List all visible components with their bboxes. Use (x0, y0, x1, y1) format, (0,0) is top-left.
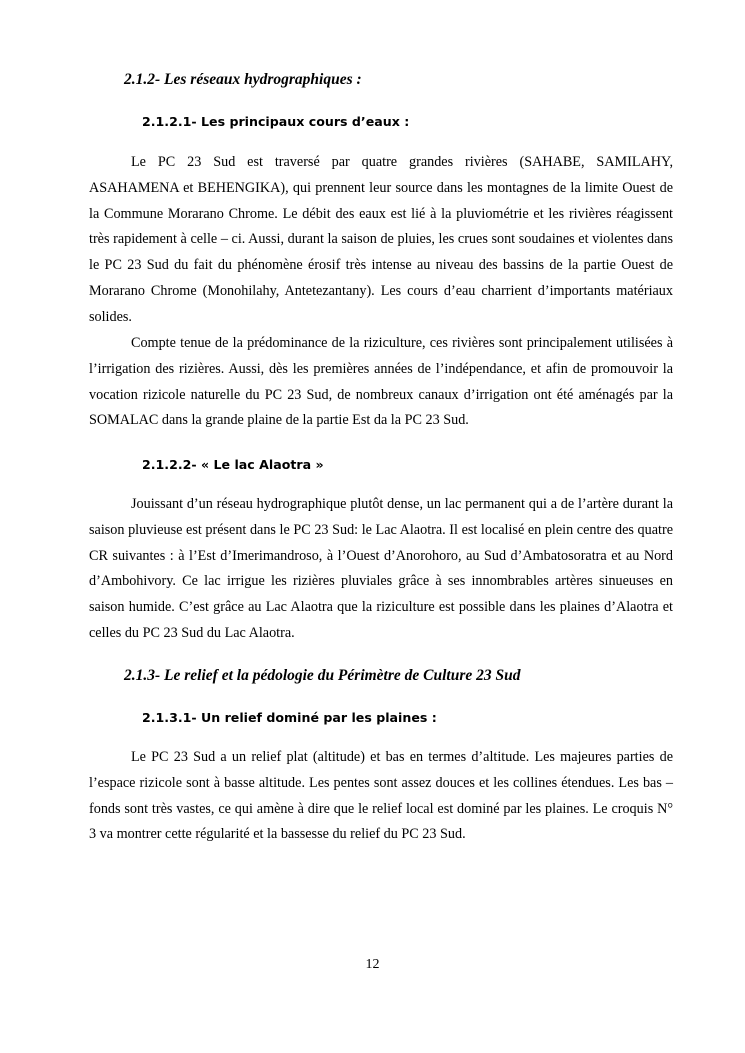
heading-reseaux-hydrographiques: 2.1.2- Les réseaux hydrographiques : (124, 71, 362, 88)
paragraph-relief: Le PC 23 Sud a un relief plat (altitude) et bas en termes d’altitude. Les majeures parties de l’espace rizicole sont à basse altitude. Les pentes sont assez douces et les collines étendues. Les bas – fonds sont très vastes, ce qui amène à dire que le relief local est dominé par les plaines. Le croquis N° 3 va montrer cette régularité et la bassesse du relief du PC 23 Sud. (89, 749, 673, 843)
heading-principaux-cours-deaux: 2.1.2.1- Les principaux cours d’eaux : (142, 114, 410, 129)
paragraph-irrigation: Compte tenue de la prédominance de la riziculture, ces rivières sont principalement utilisées à l’irrigation des rizières. Aussi, dès les premières années de l’indépendance, et afin de promouvoir la vocation rizicole naturelle du PC 23 Sud, de nombreux canaux d’irrigation ont été aménagés par la SOMALAC dans la grande plaine de la partie Est da la PC 23 Sud. (89, 335, 673, 429)
heading-relief-plaines: 2.1.3.1- Un relief dominé par les plaines : (142, 710, 437, 725)
paragraph-lake: Jouissant d’un réseau hydrographique plutôt dense, un lac permanent qui a de l’artère durant la saison pluvieuse est présent dans le PC 23 Sud: le Lac Alaotra. Il est localisé en plein centre des quatre CR suivantes : à l’Est d’Imerimandroso, à l’Ouest d’Anorohoro, au Sud d’Ambatosoratra et au Nord d’Ambohivory. Ce lac irrigue les rizières pluviales grâce à ses innombrables artères sinueuses en saison humide. C’est grâce au Lac Alaotra que la riziculture est possible dans les plaines d’Alaotra et celles du PC 23 Sud du Lac Alaotra. (89, 496, 673, 641)
heading-relief-pedologie: 2.1.3- Le relief et la pédologie du Périmètre de Culture 23 Sud (124, 667, 521, 684)
page-number: 12 (365, 957, 380, 972)
heading-lac-alaotra: 2.1.2.2- « Le lac Alaotra » (142, 457, 324, 472)
paragraph-rivers: Le PC 23 Sud est traversé par quatre grandes rivières (SAHABE, SAMILAHY, ASAHAMENA et BEHENGIKA), qui prennent leur source dans les montagnes de la limite Ouest de la Commune Morarano Chrome. Le débit des eaux est lié à la pluviométrie et les rivières réagissent très rapidement à celle – ci. Aussi, durant la saison de pluies, les crues sont soudaines et violentes dans le PC 23 Sud du fait du phénomène érosif très intense au niveau des bassins de la partie Ouest de Morarano Chrome (Monohilahy, Antetezantany). Les cours d’eau charrient d’importants matériaux solides. (89, 154, 673, 325)
